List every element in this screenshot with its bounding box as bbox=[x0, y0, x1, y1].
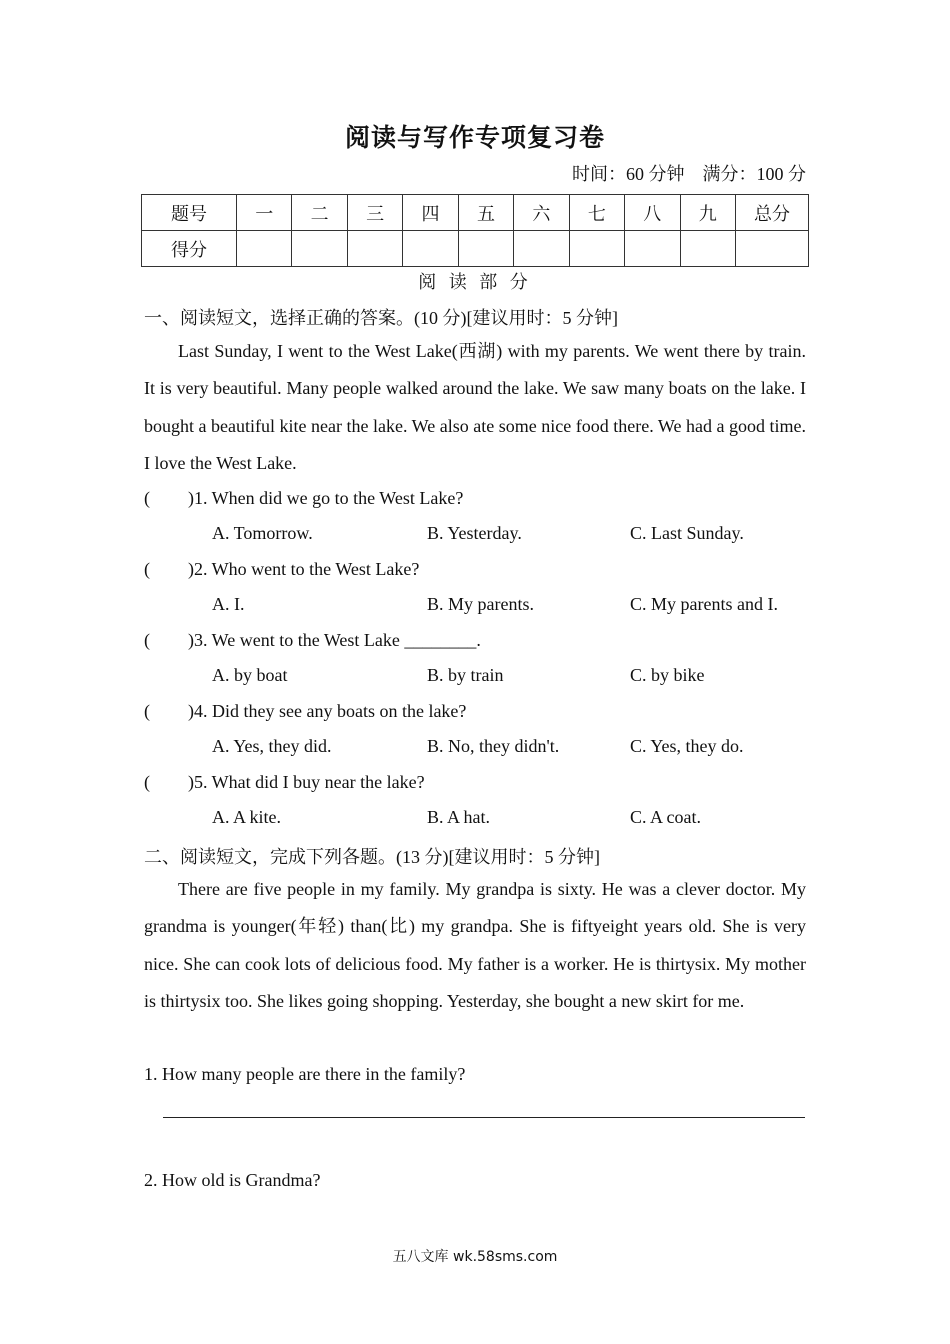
option-b: B. by train bbox=[427, 665, 504, 685]
option-b: B. No, they didn't. bbox=[427, 736, 560, 756]
page-title: 阅读与写作专项复习卷 bbox=[344, 125, 605, 152]
option-c: C. Last Sunday. bbox=[630, 523, 744, 543]
option-a: A. Yes, they did. bbox=[212, 736, 332, 756]
option-a: A. A kite. bbox=[212, 807, 282, 827]
header-cell: 三 bbox=[347, 195, 402, 231]
answer-paren[interactable]: ( bbox=[144, 772, 150, 792]
option-b: B. A hat. bbox=[427, 807, 491, 827]
score-cell[interactable] bbox=[569, 231, 624, 267]
header-cell: 题号 bbox=[142, 195, 237, 231]
score-cell[interactable] bbox=[347, 231, 402, 267]
header-cell: 八 bbox=[625, 195, 680, 231]
header-cell: 四 bbox=[403, 195, 458, 231]
row-label-cell: 得分 bbox=[142, 231, 237, 267]
option-b: B. Yesterday. bbox=[427, 523, 522, 543]
part-heading: 阅 读 部 分 bbox=[418, 272, 532, 292]
question-2 bbox=[144, 559, 419, 580]
question-text: )5. What did I buy near the lake? bbox=[188, 772, 425, 792]
time-info: 时间：60 分钟 满分：100 分 bbox=[572, 164, 806, 184]
header-cell: 九 bbox=[680, 195, 736, 231]
option-a: A. Tomorrow. bbox=[212, 523, 313, 543]
section2-heading: 二、阅读短文，完成下列各题。(13 分)[建议用时：5 分钟] bbox=[144, 847, 600, 867]
section1-heading: 一、阅读短文，选择正确的答案。(10 分)[建议用时：5 分钟] bbox=[144, 308, 618, 328]
option-c: C. by bike bbox=[630, 665, 705, 685]
score-cell[interactable] bbox=[736, 231, 809, 267]
answer-paren[interactable]: ( bbox=[144, 488, 150, 508]
question-text: )2. Who went to the West Lake? bbox=[188, 559, 420, 579]
option-c: C. My parents and I. bbox=[630, 594, 778, 614]
score-cell[interactable] bbox=[292, 231, 347, 267]
option-c: C. Yes, they do. bbox=[630, 736, 744, 756]
score-table bbox=[141, 194, 809, 267]
section2-question-1: 1. How many people are there in the family? bbox=[144, 1064, 466, 1084]
score-cell[interactable] bbox=[237, 231, 292, 267]
header-cell: 二 bbox=[292, 195, 347, 231]
score-table-score-row bbox=[142, 231, 809, 267]
score-cell[interactable] bbox=[403, 231, 458, 267]
question-4 bbox=[144, 701, 466, 722]
section1-passage: Last Sunday, I went to the West Lake(西湖) with my parents. We went there by train. It is very beautiful. Many people walked around the lake. We saw many boats on the lake. I bought a beautiful kite near the lake. We also ate some nice food there. We had a good time. I love the West Lake. bbox=[144, 341, 806, 473]
footer-watermark: 五八文库 wk.58sms.com bbox=[392, 1249, 558, 1265]
header-cell: 七 bbox=[569, 195, 624, 231]
score-cell[interactable] bbox=[458, 231, 513, 267]
question-text: )1. When did we go to the West Lake? bbox=[188, 488, 464, 508]
option-c: C. A coat. bbox=[630, 807, 701, 827]
header-cell: 总分 bbox=[736, 195, 809, 231]
header-cell: 五 bbox=[458, 195, 513, 231]
header-cell: 六 bbox=[514, 195, 569, 231]
question-1 bbox=[144, 488, 463, 509]
answer-line[interactable] bbox=[163, 1117, 805, 1118]
answer-paren[interactable]: ( bbox=[144, 630, 150, 650]
question-5 bbox=[144, 772, 425, 793]
score-table-header-row bbox=[142, 195, 809, 231]
answer-paren[interactable]: ( bbox=[144, 559, 150, 579]
question-text: )4. Did they see any boats on the lake? bbox=[188, 701, 467, 721]
section2-passage: There are five people in my family. My grandpa is sixty. He was a clever doctor. My grandma is younger(年轻) than(比) my grandpa. She is fiftyeight years old. She is very nice. She can cook lots of delicious food. My father is a worker. He is thirtysix. My mother is thirtysix too. She likes going shopping. Yesterday, she bought a new skirt for me. bbox=[144, 879, 806, 1011]
header-cell: 一 bbox=[237, 195, 292, 231]
option-a: A. by boat bbox=[212, 665, 288, 685]
score-cell[interactable] bbox=[625, 231, 680, 267]
question-text: )3. We went to the West Lake ________. bbox=[188, 630, 481, 650]
section2-question-2: 2. How old is Grandma? bbox=[144, 1170, 321, 1190]
option-b: B. My parents. bbox=[427, 594, 534, 614]
score-cell[interactable] bbox=[514, 231, 569, 267]
score-cell[interactable] bbox=[680, 231, 736, 267]
answer-paren[interactable]: ( bbox=[144, 701, 150, 721]
option-a: A. I. bbox=[212, 594, 245, 614]
question-3 bbox=[144, 630, 481, 651]
